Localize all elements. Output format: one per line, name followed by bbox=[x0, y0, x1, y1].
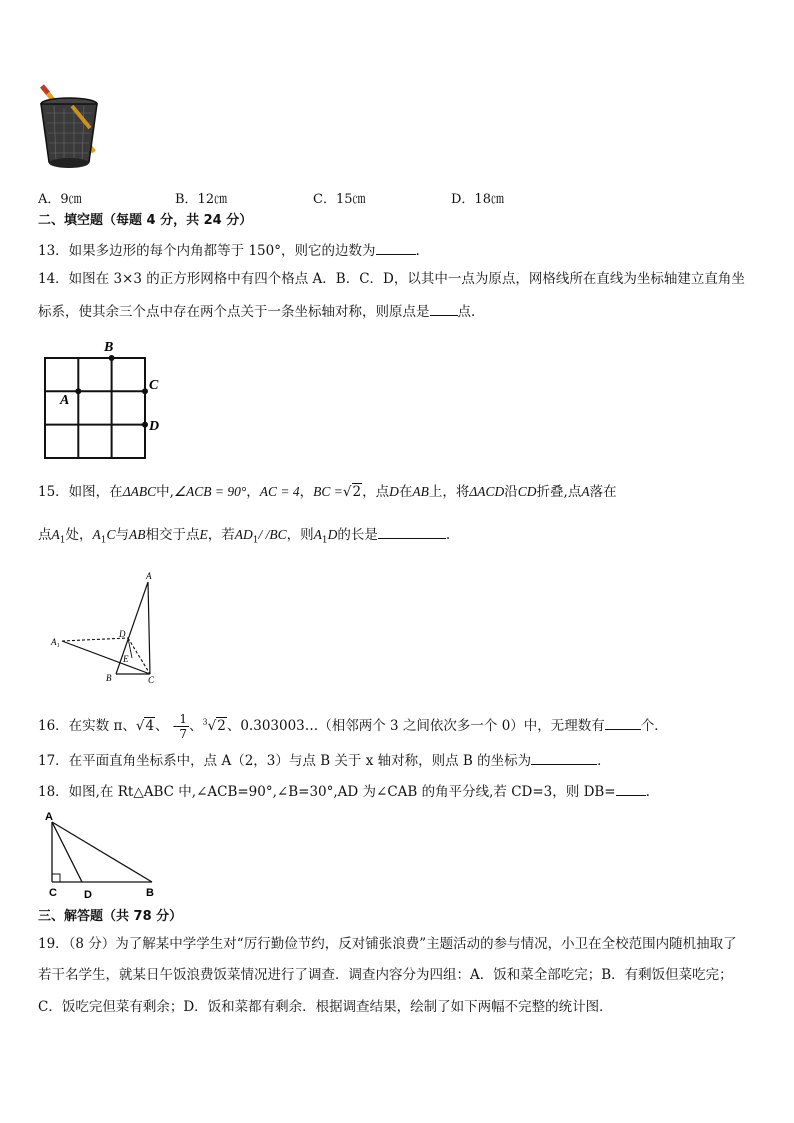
q15-c: C bbox=[106, 527, 116, 542]
q15-if: ，若 bbox=[207, 527, 235, 543]
q14-line2-end: 点. bbox=[457, 304, 476, 320]
section-answer-title: 三、解答题（共 78 分） bbox=[38, 909, 183, 924]
q15-mid1: 中, bbox=[156, 484, 174, 500]
q15-l2-prefix: 点 bbox=[38, 527, 52, 543]
q14-label-d: D bbox=[149, 419, 160, 434]
q18-label-a: A bbox=[45, 811, 53, 823]
section-fill-blank-title: 二、填空题（每题 4 分，共 24 分） bbox=[38, 213, 253, 228]
q18-label-b: B bbox=[146, 887, 154, 899]
q15-a1: A bbox=[51, 527, 60, 542]
q15-pt: ，点 bbox=[362, 484, 390, 500]
question-19-line3: C．饭吃完但菜有剩余；D．饭和菜都有剩余．根据调查结果，绘制了如下两幅不完整的统计图． bbox=[38, 999, 613, 1015]
q15-blank bbox=[378, 524, 446, 539]
q15-ad1: AD bbox=[234, 527, 253, 542]
q18-text: 18．如图,在 Rt△ABC 中,∠ACB=90°,∠B=30°,AD 为∠CAB 的角平分线,若 CD=3，则 DB= bbox=[38, 784, 616, 800]
option-c: C．15㎝ bbox=[313, 192, 366, 207]
q15-then: ，则 bbox=[286, 527, 314, 543]
q17-blank bbox=[531, 750, 597, 765]
question-18 bbox=[38, 781, 650, 801]
q15-fig-label-c: C bbox=[148, 675, 155, 684]
q15-sqrt2: 2 bbox=[352, 484, 362, 500]
q16-num: 1 bbox=[179, 712, 188, 726]
q14-label-b: B bbox=[104, 340, 114, 355]
q15-meet: 相交于点 bbox=[145, 527, 200, 543]
q18-label-d: D bbox=[84, 889, 92, 900]
q15-with: 与 bbox=[115, 527, 129, 543]
q15-cd: CD bbox=[517, 484, 537, 499]
q15-ac: AC = 4 bbox=[259, 484, 300, 499]
q15-tri1: ΔABC bbox=[122, 484, 157, 499]
q14-grid-figure bbox=[38, 338, 168, 462]
q15-sub3: 1 bbox=[252, 535, 259, 546]
q13-end: . bbox=[415, 243, 420, 259]
q15-a1c: A bbox=[92, 527, 101, 542]
q15-ab: AB bbox=[412, 484, 429, 499]
q16-sqrt4: 4 bbox=[145, 718, 155, 734]
q15-prefix: 15．如图，在 bbox=[38, 484, 123, 500]
q14-label-c: C bbox=[149, 378, 159, 393]
q16-prefix: 16．在实数 π、 bbox=[38, 718, 136, 734]
q17-text: 17．在平面直角坐标系中，点 A（2，3）与点 B 关于 x 轴对称，则点 B 的坐标为 bbox=[38, 753, 532, 769]
q13-blank bbox=[376, 240, 416, 255]
q15-fig-label-d: D bbox=[119, 629, 126, 639]
q15-fig-label-e: E bbox=[123, 654, 129, 664]
question-14-line1: 14．如图在 3×3 的正方形网格中有四个格点 A．B．C．D，以其中一点为原点，网格线所在直线为坐标轴建立直角坐 bbox=[38, 271, 745, 287]
option-d: D．18㎝ bbox=[451, 192, 504, 207]
q18-blank bbox=[616, 781, 646, 796]
q14-blank bbox=[430, 301, 458, 316]
q17-end: ． bbox=[597, 753, 611, 769]
q15-len: 的长是 bbox=[337, 527, 378, 543]
q16-blank bbox=[605, 715, 641, 730]
q15-d: D bbox=[389, 484, 399, 499]
q18-label-c: C bbox=[49, 887, 57, 899]
q15-sub: 1 bbox=[59, 535, 66, 546]
q15-l1-end: 折叠,点 bbox=[536, 484, 582, 500]
q18-end: . bbox=[645, 784, 650, 800]
q15-comma: ， bbox=[246, 484, 260, 500]
q15-e: E bbox=[199, 527, 208, 542]
q15-angle: ∠ACB = 90° bbox=[173, 484, 247, 499]
q15-fig-label-b: B bbox=[106, 673, 112, 683]
q15-bc: BC = bbox=[313, 484, 343, 499]
q16-rest: 、0.303003…（相邻两个 3 之间依次多一个 0）中，无理数有 bbox=[226, 718, 605, 734]
q15-l2-ab: AB bbox=[128, 527, 146, 542]
q18-triangle-figure bbox=[40, 808, 170, 900]
option-b: B．12㎝ bbox=[175, 192, 228, 207]
q15-tri2: ΔACD bbox=[469, 484, 505, 499]
q14-label-a: A bbox=[60, 393, 70, 408]
question-19-line2: 若干名学生，就某日午饭浪费饭菜情况进行了调查．调查内容分为四组：A．饭和菜全部吃完；B．有剩饭但菜吃完； bbox=[38, 967, 733, 983]
option-a: A．9㎝ bbox=[38, 192, 82, 207]
q15-fig-label-a1: A₁ bbox=[51, 637, 60, 647]
question-16: 16．在实数 π、√4、 - $\frac{1}{7}$ 、$^3$√2、0.303003…（相邻两个 3 之间依次多一个 0）中，无理数有 个． bbox=[38, 712, 668, 741]
q16-end: 个． bbox=[640, 718, 668, 734]
q15-a1d: A bbox=[313, 527, 322, 542]
q16-den: 7 bbox=[179, 727, 188, 741]
question-15-line1: 15．如图，在ΔABC中,∠ACB = 90°，AC = 4，BC =√2，点D在AB上，将ΔACD沿CD折叠,点A落在 bbox=[38, 484, 617, 500]
q13-text: 13．如果多边形的每个内角都等于 150°，则它的边数为 bbox=[38, 243, 376, 259]
q15-sub4: 1 bbox=[321, 535, 328, 546]
q15-a: A bbox=[581, 484, 590, 499]
question-17 bbox=[38, 750, 611, 770]
q15-sub2: 1 bbox=[100, 535, 107, 546]
q16-sep2: 、 bbox=[189, 718, 203, 734]
q15-fig-label-a: A bbox=[146, 571, 152, 581]
question-14-line2 bbox=[38, 301, 475, 321]
q15-along: 沿 bbox=[504, 484, 518, 500]
q15-comma2: ， bbox=[299, 484, 314, 500]
q16-cbrt-index: 3 bbox=[202, 717, 208, 727]
q15-fold: 上，将 bbox=[428, 484, 470, 500]
q15-end: . bbox=[445, 527, 451, 543]
question-19-line1: 19．（8 分）为了解某中学学生对“厉行勤俭节约，反对铺张浪费”主题活动的参与情况，小卫在全校范围内随机抽取了 bbox=[38, 936, 737, 952]
q16-sep1: 、 - bbox=[155, 718, 178, 734]
question-13 bbox=[38, 240, 420, 260]
question-15-line2 bbox=[38, 524, 450, 550]
pen-holder-image bbox=[34, 78, 104, 178]
q16-fraction bbox=[177, 712, 189, 741]
q15-par: / /BC bbox=[258, 527, 287, 542]
q15-in: 在 bbox=[398, 484, 413, 500]
q15-at: 处， bbox=[65, 527, 93, 543]
q16-cbrt: 2 bbox=[217, 718, 226, 734]
q15-fall: 落在 bbox=[589, 484, 617, 500]
q14-line2-text: 标系，使其余三个点中存在两个点关于一条坐标轴对称，则原点是 bbox=[38, 304, 430, 320]
q15-triangle-figure bbox=[48, 568, 168, 684]
q15-l2-d: D bbox=[327, 527, 338, 542]
